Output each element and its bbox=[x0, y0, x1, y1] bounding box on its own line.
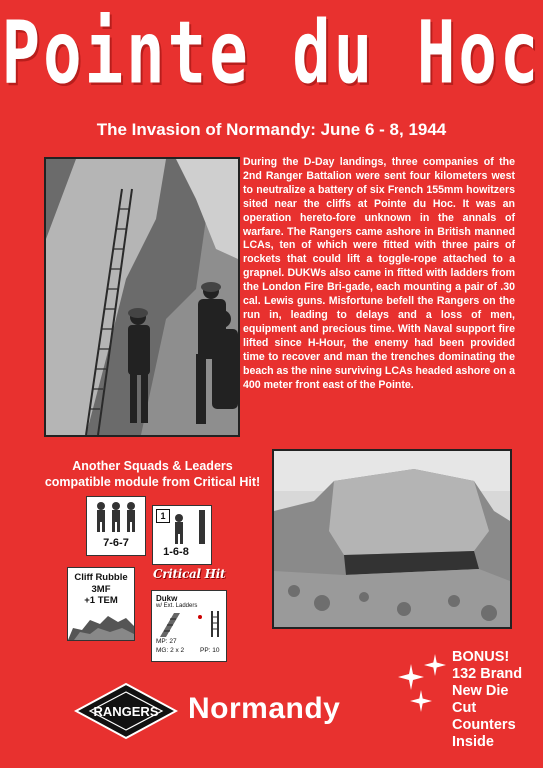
soldier-icon bbox=[153, 506, 211, 546]
dukw-title: Dukw bbox=[156, 594, 178, 603]
rubble-tem: +1 TEM bbox=[84, 595, 118, 606]
dukw-mg: MG: 2 x 2 bbox=[156, 647, 185, 654]
rangers-logo bbox=[74, 682, 178, 740]
critical-hit-logo: Critical Hit bbox=[153, 567, 226, 581]
leader-value: 1-6-8 bbox=[163, 546, 189, 558]
bonus-line: Cut bbox=[452, 700, 477, 716]
squad-counter bbox=[86, 496, 146, 556]
promo-text: Another Squads & Leaders compatible module from Critical Hit! bbox=[44, 459, 261, 489]
page-title: Pointe du Hoc bbox=[1, 4, 542, 104]
leader-badge: 1 bbox=[156, 509, 170, 523]
dukw-mp: MP: 27 bbox=[156, 638, 177, 645]
dukw-counter bbox=[151, 590, 227, 662]
leader-counter bbox=[152, 505, 212, 565]
bunker-photo bbox=[272, 449, 512, 629]
starburst-icon bbox=[410, 690, 432, 712]
cliff-photo bbox=[44, 157, 240, 437]
bonus-line: Inside bbox=[452, 734, 494, 750]
starburst-icon bbox=[424, 654, 446, 676]
rubble-image bbox=[68, 610, 134, 640]
bonus-line: 132 Brand bbox=[452, 666, 523, 682]
rubble-title: Cliff Rubble bbox=[74, 572, 128, 583]
starburst-icon bbox=[398, 664, 424, 690]
dukw-subtitle: w/ Ext. Ladders bbox=[156, 603, 198, 609]
bonus-line: BONUS! bbox=[452, 649, 510, 665]
rangers-label: RANGERS bbox=[93, 704, 159, 719]
soldier-icon bbox=[87, 497, 145, 535]
ladder-icon bbox=[152, 609, 226, 639]
normandy-label: Normandy bbox=[188, 692, 341, 725]
bonus-line: New Die bbox=[452, 683, 509, 699]
dukw-pp: PP: 10 bbox=[200, 647, 220, 654]
body-text: During the D-Day landings, three companies of the 2nd Ranger Battalion were sent four kilometers west to neutralize a battery of six French 155mm howitzers sited near the cliffs at Pointe du Hoc. It was an operation hereto-fore unknown in the annals of warfare. The Rangers came ashore in British manned LCAs, ten of which were fitted with three pairs of rockets that could lift a toggle-rope attached to a grapnel. DUKWs also came in fitted with ladders from the London Fire Bri-gade, each mounting a pair of .30 cal. Lewis guns. Misfortune befell the Rangers on the run in, leading to delays and a loss of men, equipment and precious time. With Naval support fire lifted since H-Hour, the enemy had been provided time to recover and man the trenches dominating the beach as the nine surviving LCAs headed ashore on a 400 meter front east of the Pointe. bbox=[243, 156, 515, 391]
cliff-rubble-counter bbox=[67, 567, 135, 641]
bonus-line: Counters bbox=[452, 717, 516, 733]
rubble-mf: 3MF bbox=[91, 584, 111, 595]
subtitle: The Invasion of Normandy: June 6 - 8, 1944 bbox=[96, 120, 447, 139]
squad-value: 7-6-7 bbox=[103, 537, 129, 549]
bonus-text bbox=[452, 649, 542, 751]
